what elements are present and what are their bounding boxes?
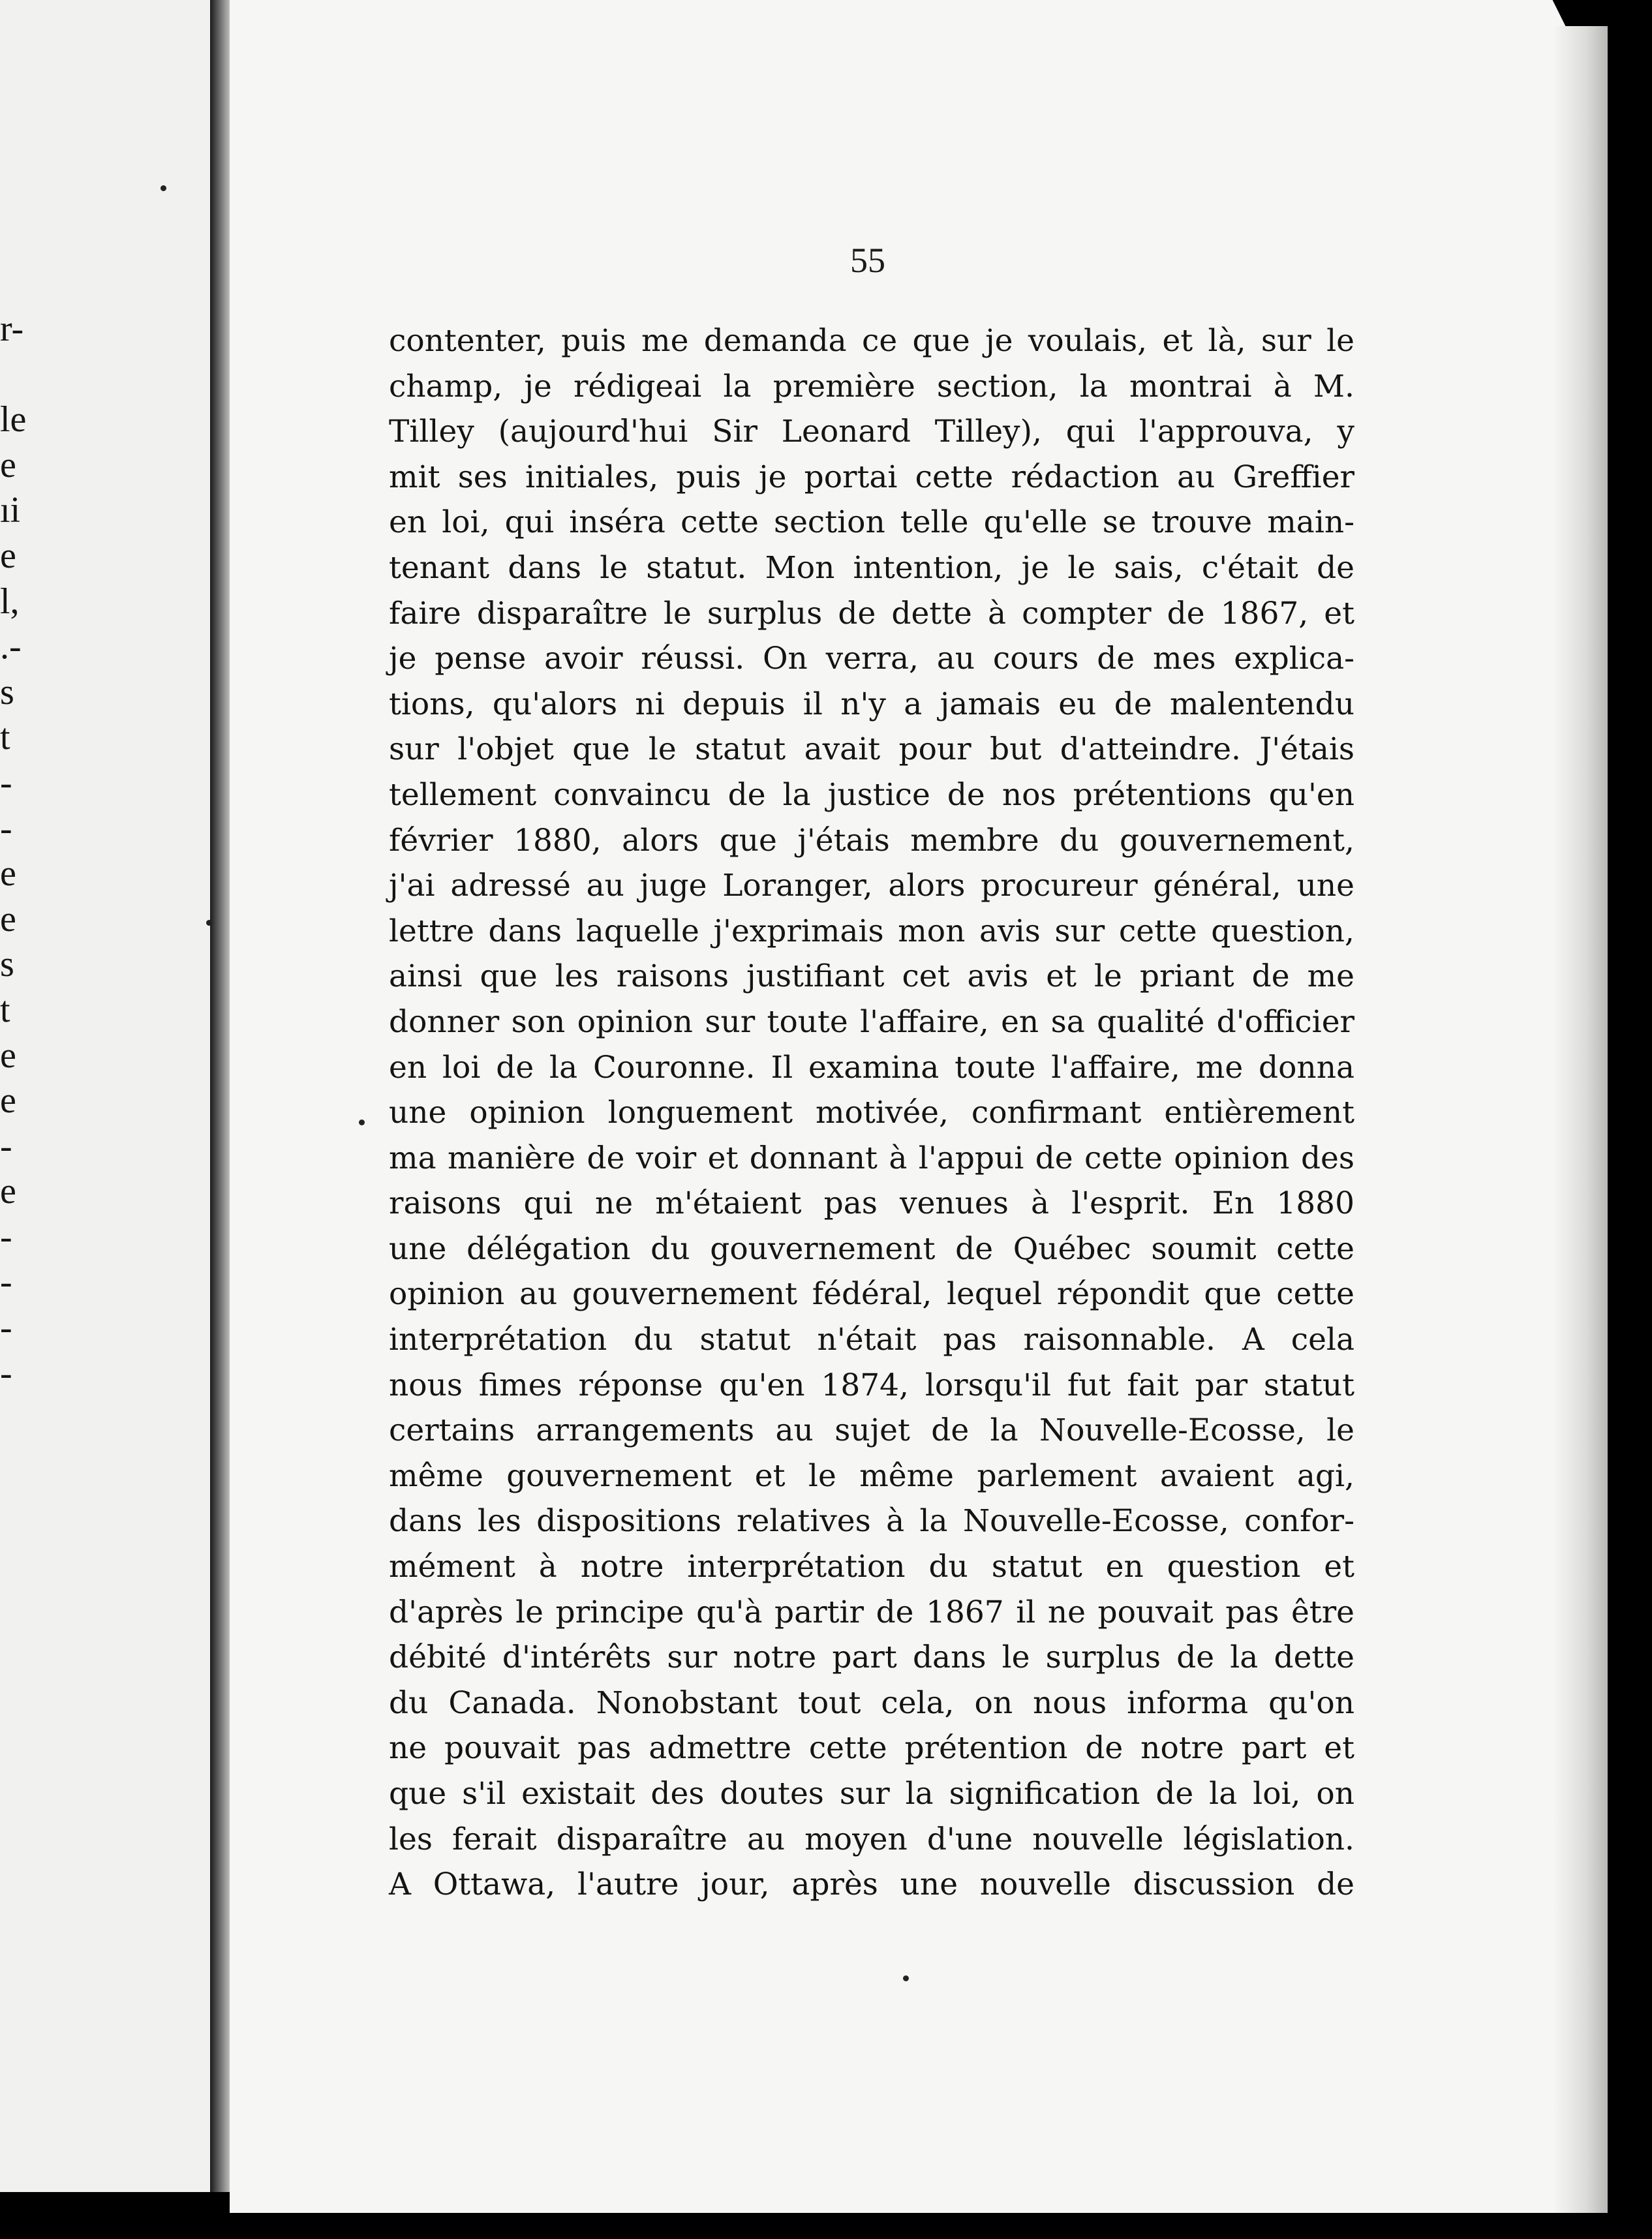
fragment-line: - [0,762,12,803]
text-line: donner son opinion sur toute l'affaire, en sa qualité d'officier [389,1003,1354,1040]
text-line: que s'il existait des doutes sur la signification de la loi, on [389,1776,1354,1812]
scan-speck [359,1120,365,1125]
fragment-line: t [0,717,10,758]
fragment-line: e [0,898,16,939]
body-paragraph [389,318,1354,1908]
fragment-line: e [0,444,16,485]
text-line: A Ottawa, l'autre jour, après une nouvelle discussion de [389,1866,1354,1903]
fragment-line [0,352,39,398]
text-line: une délégation du gouvernement de Québec soumit cette [389,1230,1354,1267]
fragment-line: l, [0,581,20,622]
text-line: mément à notre interprétation du statut en question et [389,1549,1354,1585]
fragment-line: r- [0,309,24,349]
text-line: lettre dans laquelle j'exprimais mon avis sur cette question, [389,913,1354,949]
page-edge-shadow [1553,26,1608,2213]
text-line: ainsi que les raisons justifiant cet avis et le priant de me [389,958,1354,995]
text-line: février 1880, alors que j'étais membre du gouvernement, [389,822,1354,859]
fragment-line: - [0,1307,12,1348]
fragment-line: .- [0,626,22,667]
text-line: débité d'intérêts sur notre part dans le surplus de la dette [389,1639,1354,1676]
text-line: même gouvernement et le même parlement avaient agi, [389,1457,1354,1494]
scan-speck [903,1975,909,1981]
book-gutter [210,0,230,2192]
text-line: d'après le principe qu'à partir de 1867 il ne pouvait pas être [389,1594,1354,1630]
fragment-line: - [0,1125,12,1166]
text-line: mit ses initiales, puis je portai cette rédaction au Greffier [389,459,1354,495]
text-line: en loi, qui inséra cette section telle qu'elle se trouve main- [389,504,1354,541]
text-line: opinion au gouvernement fédéral, lequel répondit que cette [389,1276,1354,1313]
fragment-line: - [0,808,12,849]
text-line: faire disparaître le surplus de dette à compter de 1867, et [389,595,1354,632]
text-line: les ferait disparaître au moyen d'une nouvelle législation. [389,1821,1354,1857]
scan-speck [161,185,166,191]
fragment-line: e [0,1171,16,1212]
fragment-line: - [0,1352,12,1394]
fragment-line: e [0,1035,16,1076]
fragment-line: e [0,853,16,894]
fragment-line: s [0,671,14,712]
page-number: 55 [850,241,885,280]
text-line: j'ai adressé au juge Loranger, alors procureur général, une [389,868,1354,904]
text-line: contenter, puis me demanda ce que je voulais, et là, sur le [389,323,1354,359]
text-line: en loi de la Couronne. Il examina toute l'affaire, me donna [389,1049,1354,1086]
fragment-line: s [0,944,14,985]
text-line: champ, je rédigeai la première section, la montrai à M. [389,368,1354,404]
text-line: interprétation du statut n'était pas raisonnable. A cela [389,1322,1354,1358]
scan-speck [206,920,212,926]
fragment-line: e [0,1080,16,1121]
text-line: une opinion longuement motivée, confirmant entièrement [389,1095,1354,1131]
fragment-line: le [0,399,27,440]
text-line: tions, qu'alors ni depuis il n'y a jamais eu de malentendu [389,686,1354,722]
fragment-line: t [0,989,10,1030]
fragment-line: - [0,1216,12,1257]
fragment-line: - [0,1262,12,1303]
text-line: je pense avoir réussi. On verra, au cours de mes explica- [389,641,1354,677]
text-line: tenant dans le statut. Mon intention, je le sais, c'était de [389,549,1354,586]
text-line: raisons qui ne m'étaient pas venues à l'esprit. En 1880 [389,1185,1354,1222]
text-line: sur l'objet que le statut avait pour but d'atteindre. J'étais [389,731,1354,768]
text-line: du Canada. Nonobstant tout cela, on nous informa qu'on [389,1684,1354,1721]
text-line: nous fimes réponse qu'en 1874, lorsqu'il fut fait par statut [389,1367,1354,1403]
fragment-line: e [0,535,16,576]
left-page-text-fragments [0,307,39,1396]
text-line: dans les dispositions relatives à la Nouvelle-Ecosse, confor- [389,1503,1354,1540]
text-line: tellement convaincu de la justice de nos prétentions qu'en [389,776,1354,813]
text-line: ma manière de voir et donnant à l'appui de cette opinion des [389,1140,1354,1176]
text-line: certains arrangements au sujet de la Nouvelle-Ecosse, le [389,1412,1354,1449]
left-facing-page [0,0,213,2192]
fragment-line: ıi [0,490,21,531]
text-line: ne pouvait pas admettre cette prétention de notre part et [389,1730,1354,1767]
text-line: Tilley (aujourd'hui Sir Leonard Tilley), qui l'approuva, y [389,414,1354,450]
